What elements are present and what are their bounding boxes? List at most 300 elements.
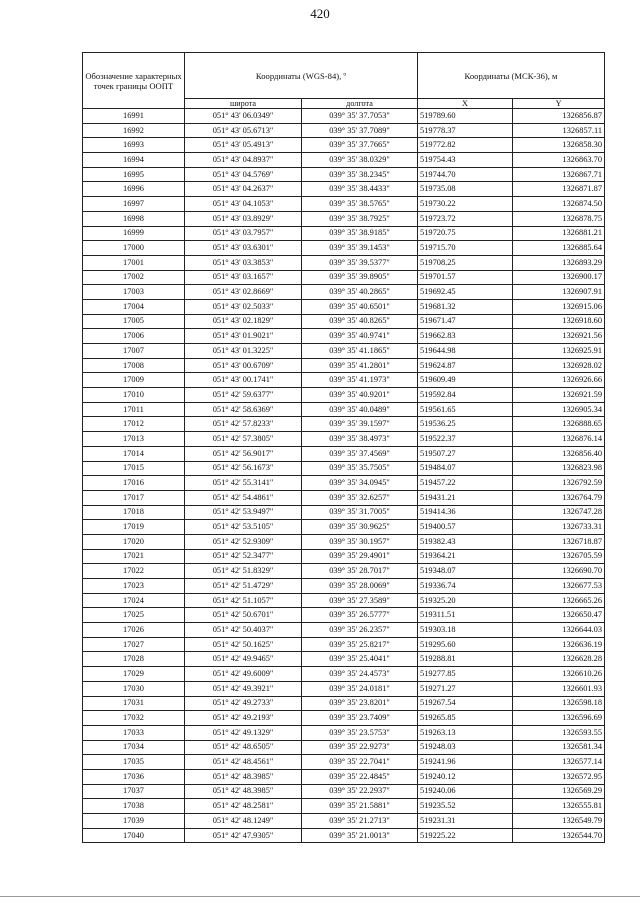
longitude-cell: 039° 35' 25.4041" bbox=[302, 652, 418, 667]
y-cell: 1326874.50 bbox=[513, 197, 605, 212]
x-cell: 519624.87 bbox=[418, 358, 513, 373]
x-cell: 519303.18 bbox=[418, 623, 513, 638]
longitude-cell: 039° 35' 40.2865" bbox=[302, 285, 418, 300]
point-id-cell: 17022 bbox=[83, 564, 185, 579]
point-id-cell: 17025 bbox=[83, 608, 185, 623]
y-cell: 1326581.34 bbox=[513, 740, 605, 755]
point-id-cell: 17006 bbox=[83, 329, 185, 344]
table-row bbox=[83, 417, 605, 432]
latitude-cell: 051° 43' 04.8937" bbox=[185, 153, 302, 168]
longitude-cell: 039° 35' 40.9201" bbox=[302, 388, 418, 403]
latitude-cell: 051° 42' 51.8329" bbox=[185, 564, 302, 579]
x-cell: 519715.70 bbox=[418, 241, 513, 256]
y-cell: 1326881.21 bbox=[513, 226, 605, 241]
table-row bbox=[83, 681, 605, 696]
header-x: X bbox=[418, 99, 513, 109]
header-point-designation: Обозначение характерных точек границы ООПТ bbox=[83, 53, 185, 109]
longitude-cell: 039° 35' 37.4569" bbox=[302, 446, 418, 461]
latitude-cell: 051° 43' 03.6301" bbox=[185, 241, 302, 256]
longitude-cell: 039° 35' 30.9625" bbox=[302, 520, 418, 535]
latitude-cell: 051° 43' 00.6709" bbox=[185, 358, 302, 373]
latitude-cell: 051° 42' 51.1057" bbox=[185, 593, 302, 608]
table-row bbox=[83, 402, 605, 417]
x-cell: 519720.75 bbox=[418, 226, 513, 241]
point-id-cell: 16997 bbox=[83, 197, 185, 212]
point-id-cell: 17014 bbox=[83, 446, 185, 461]
latitude-cell: 051° 42' 49.6009" bbox=[185, 667, 302, 682]
x-cell: 519754.43 bbox=[418, 153, 513, 168]
x-cell: 519382.43 bbox=[418, 534, 513, 549]
latitude-cell: 051° 43' 04.1053" bbox=[185, 197, 302, 212]
x-cell: 519744.70 bbox=[418, 167, 513, 182]
y-cell: 1326628.28 bbox=[513, 652, 605, 667]
longitude-cell: 039° 35' 21.2713" bbox=[302, 814, 418, 829]
y-cell: 1326907.91 bbox=[513, 285, 605, 300]
table-row bbox=[83, 226, 605, 241]
latitude-cell: 051° 42' 56.9017" bbox=[185, 446, 302, 461]
longitude-cell: 039° 35' 35.7505" bbox=[302, 461, 418, 476]
header-longitude: долгота bbox=[302, 99, 418, 109]
point-id-cell: 16992 bbox=[83, 123, 185, 138]
y-cell: 1326733.31 bbox=[513, 520, 605, 535]
point-id-cell: 16993 bbox=[83, 138, 185, 153]
x-cell: 519231.31 bbox=[418, 814, 513, 829]
y-cell: 1326677.53 bbox=[513, 579, 605, 594]
latitude-cell: 051° 43' 05.6713" bbox=[185, 123, 302, 138]
point-id-cell: 17012 bbox=[83, 417, 185, 432]
x-cell: 519778.37 bbox=[418, 123, 513, 138]
x-cell: 519271.27 bbox=[418, 681, 513, 696]
x-cell: 519671.47 bbox=[418, 314, 513, 329]
point-id-cell: 17013 bbox=[83, 432, 185, 447]
y-cell: 1326718.87 bbox=[513, 534, 605, 549]
latitude-cell: 051° 43' 01.3225" bbox=[185, 344, 302, 359]
longitude-cell: 039° 35' 39.1453" bbox=[302, 241, 418, 256]
point-id-cell: 16996 bbox=[83, 182, 185, 197]
latitude-cell: 051° 43' 02.8669" bbox=[185, 285, 302, 300]
table-row bbox=[83, 769, 605, 784]
longitude-cell: 039° 35' 34.0945" bbox=[302, 476, 418, 491]
y-cell: 1326871.87 bbox=[513, 182, 605, 197]
y-cell: 1326858.30 bbox=[513, 138, 605, 153]
y-cell: 1326636.19 bbox=[513, 637, 605, 652]
longitude-cell: 039° 35' 30.1957" bbox=[302, 534, 418, 549]
y-cell: 1326593.55 bbox=[513, 725, 605, 740]
point-id-cell: 17026 bbox=[83, 623, 185, 638]
table-row bbox=[83, 270, 605, 285]
header-latitude: широта bbox=[185, 99, 302, 109]
point-id-cell: 17001 bbox=[83, 255, 185, 270]
point-id-cell: 17015 bbox=[83, 461, 185, 476]
latitude-cell: 051° 43' 03.1657" bbox=[185, 270, 302, 285]
point-id-cell: 17021 bbox=[83, 549, 185, 564]
point-id-cell: 17031 bbox=[83, 696, 185, 711]
y-cell: 1326888.65 bbox=[513, 417, 605, 432]
x-cell: 519325.20 bbox=[418, 593, 513, 608]
latitude-cell: 051° 42' 48.6505" bbox=[185, 740, 302, 755]
latitude-cell: 051° 42' 50.1625" bbox=[185, 637, 302, 652]
y-cell: 1326856.40 bbox=[513, 446, 605, 461]
latitude-cell: 051° 43' 04.2637" bbox=[185, 182, 302, 197]
point-id-cell: 16991 bbox=[83, 109, 185, 124]
x-cell: 519723.72 bbox=[418, 211, 513, 226]
table-row bbox=[83, 432, 605, 447]
y-cell: 1326598.18 bbox=[513, 696, 605, 711]
longitude-cell: 039° 35' 24.4573" bbox=[302, 667, 418, 682]
latitude-cell: 051° 42' 48.3985" bbox=[185, 769, 302, 784]
table-row bbox=[83, 828, 605, 843]
longitude-cell: 039° 35' 23.7409" bbox=[302, 711, 418, 726]
longitude-cell: 039° 35' 29.4901" bbox=[302, 549, 418, 564]
table-row bbox=[83, 138, 605, 153]
x-cell: 519772.82 bbox=[418, 138, 513, 153]
table-row bbox=[83, 358, 605, 373]
x-cell: 519400.57 bbox=[418, 520, 513, 535]
x-cell: 519225.22 bbox=[418, 828, 513, 843]
table-row bbox=[83, 197, 605, 212]
point-id-cell: 17000 bbox=[83, 241, 185, 256]
table-row bbox=[83, 314, 605, 329]
table-row bbox=[83, 373, 605, 388]
longitude-cell: 039° 35' 23.8201" bbox=[302, 696, 418, 711]
point-id-cell: 17038 bbox=[83, 799, 185, 814]
table-row bbox=[83, 579, 605, 594]
y-cell: 1326928.02 bbox=[513, 358, 605, 373]
point-id-cell: 17036 bbox=[83, 769, 185, 784]
table-row bbox=[83, 755, 605, 770]
y-cell: 1326900.17 bbox=[513, 270, 605, 285]
y-cell: 1326549.79 bbox=[513, 814, 605, 829]
y-cell: 1326905.34 bbox=[513, 402, 605, 417]
longitude-cell: 039° 35' 26.2357" bbox=[302, 623, 418, 638]
y-cell: 1326596.69 bbox=[513, 711, 605, 726]
x-cell: 519267.54 bbox=[418, 696, 513, 711]
point-id-cell: 17008 bbox=[83, 358, 185, 373]
longitude-cell: 039° 35' 38.9185" bbox=[302, 226, 418, 241]
latitude-cell: 051° 42' 59.6377" bbox=[185, 388, 302, 403]
longitude-cell: 039° 35' 21.5881" bbox=[302, 799, 418, 814]
longitude-cell: 039° 35' 23.5753" bbox=[302, 725, 418, 740]
point-id-cell: 17029 bbox=[83, 667, 185, 682]
y-cell: 1326893.29 bbox=[513, 255, 605, 270]
longitude-cell: 039° 35' 38.2345" bbox=[302, 167, 418, 182]
point-id-cell: 17033 bbox=[83, 725, 185, 740]
table-row bbox=[83, 329, 605, 344]
latitude-cell: 051° 42' 49.2193" bbox=[185, 711, 302, 726]
table-row bbox=[83, 725, 605, 740]
x-cell: 519609.49 bbox=[418, 373, 513, 388]
latitude-cell: 051° 42' 57.3805" bbox=[185, 432, 302, 447]
x-cell: 519311.51 bbox=[418, 608, 513, 623]
point-id-cell: 17030 bbox=[83, 681, 185, 696]
latitude-cell: 051° 42' 48.3985" bbox=[185, 784, 302, 799]
y-cell: 1326792.59 bbox=[513, 476, 605, 491]
point-id-cell: 17016 bbox=[83, 476, 185, 491]
point-id-cell: 17018 bbox=[83, 505, 185, 520]
x-cell: 519235.52 bbox=[418, 799, 513, 814]
point-id-cell: 17010 bbox=[83, 388, 185, 403]
y-cell: 1326925.91 bbox=[513, 344, 605, 359]
table-row bbox=[83, 711, 605, 726]
table-row bbox=[83, 623, 605, 638]
latitude-cell: 051° 42' 48.1249" bbox=[185, 814, 302, 829]
point-id-cell: 17020 bbox=[83, 534, 185, 549]
latitude-cell: 051° 43' 03.7957" bbox=[185, 226, 302, 241]
longitude-cell: 039° 35' 26.5777" bbox=[302, 608, 418, 623]
y-cell: 1326885.64 bbox=[513, 241, 605, 256]
x-cell: 519484.07 bbox=[418, 461, 513, 476]
latitude-cell: 051° 43' 02.1829" bbox=[185, 314, 302, 329]
table-row bbox=[83, 123, 605, 138]
y-cell: 1326857.11 bbox=[513, 123, 605, 138]
point-id-cell: 17027 bbox=[83, 637, 185, 652]
point-id-cell: 16995 bbox=[83, 167, 185, 182]
longitude-cell: 039° 35' 38.4433" bbox=[302, 182, 418, 197]
latitude-cell: 051° 42' 49.3921" bbox=[185, 681, 302, 696]
table-row bbox=[83, 520, 605, 535]
y-cell: 1326921.59 bbox=[513, 388, 605, 403]
page-number: 420 bbox=[310, 6, 330, 21]
point-id-cell: 17032 bbox=[83, 711, 185, 726]
longitude-cell: 039° 35' 38.5765" bbox=[302, 197, 418, 212]
latitude-cell: 051° 43' 03.3853" bbox=[185, 255, 302, 270]
longitude-cell: 039° 35' 40.0489" bbox=[302, 402, 418, 417]
x-cell: 519561.65 bbox=[418, 402, 513, 417]
y-cell: 1326690.70 bbox=[513, 564, 605, 579]
y-cell: 1326823.98 bbox=[513, 461, 605, 476]
y-cell: 1326577.14 bbox=[513, 755, 605, 770]
y-cell: 1326601.93 bbox=[513, 681, 605, 696]
table-row bbox=[83, 608, 605, 623]
table-row bbox=[83, 637, 605, 652]
x-cell: 519241.96 bbox=[418, 755, 513, 770]
longitude-cell: 039° 35' 38.0329" bbox=[302, 153, 418, 168]
longitude-cell: 039° 35' 39.5377" bbox=[302, 255, 418, 270]
table-row bbox=[83, 740, 605, 755]
point-id-cell: 16999 bbox=[83, 226, 185, 241]
header-y: Y bbox=[513, 99, 605, 109]
longitude-cell: 039° 35' 24.0181" bbox=[302, 681, 418, 696]
x-cell: 519336.74 bbox=[418, 579, 513, 594]
point-id-cell: 17034 bbox=[83, 740, 185, 755]
latitude-cell: 051° 42' 50.4037" bbox=[185, 623, 302, 638]
latitude-cell: 051° 43' 04.5769" bbox=[185, 167, 302, 182]
table-row bbox=[83, 446, 605, 461]
point-id-cell: 16998 bbox=[83, 211, 185, 226]
longitude-cell: 039° 35' 40.9741" bbox=[302, 329, 418, 344]
longitude-cell: 039° 35' 25.8217" bbox=[302, 637, 418, 652]
table-row bbox=[83, 814, 605, 829]
table-row bbox=[83, 344, 605, 359]
latitude-cell: 051° 42' 51.4729" bbox=[185, 579, 302, 594]
x-cell: 519536.25 bbox=[418, 417, 513, 432]
y-cell: 1326644.03 bbox=[513, 623, 605, 638]
table-row bbox=[83, 652, 605, 667]
y-cell: 1326863.70 bbox=[513, 153, 605, 168]
table-row bbox=[83, 593, 605, 608]
y-cell: 1326918.60 bbox=[513, 314, 605, 329]
table-row bbox=[83, 799, 605, 814]
x-cell: 519701.57 bbox=[418, 270, 513, 285]
longitude-cell: 039° 35' 22.2937" bbox=[302, 784, 418, 799]
y-cell: 1326665.26 bbox=[513, 593, 605, 608]
point-id-cell: 16994 bbox=[83, 153, 185, 168]
y-cell: 1326569.29 bbox=[513, 784, 605, 799]
point-id-cell: 17009 bbox=[83, 373, 185, 388]
point-id-cell: 17028 bbox=[83, 652, 185, 667]
longitude-cell: 039° 35' 37.7053" bbox=[302, 109, 418, 124]
table-row bbox=[83, 505, 605, 520]
latitude-cell: 051° 43' 01.9021" bbox=[185, 329, 302, 344]
x-cell: 519662.83 bbox=[418, 329, 513, 344]
table-row bbox=[83, 285, 605, 300]
y-cell: 1326705.59 bbox=[513, 549, 605, 564]
point-id-cell: 17004 bbox=[83, 299, 185, 314]
latitude-cell: 051° 42' 53.9497" bbox=[185, 505, 302, 520]
latitude-cell: 051° 42' 54.4861" bbox=[185, 490, 302, 505]
longitude-cell: 039° 35' 22.4845" bbox=[302, 769, 418, 784]
longitude-cell: 039° 35' 22.7041" bbox=[302, 755, 418, 770]
y-cell: 1326876.14 bbox=[513, 432, 605, 447]
point-id-cell: 17035 bbox=[83, 755, 185, 770]
point-id-cell: 17007 bbox=[83, 344, 185, 359]
x-cell: 519730.22 bbox=[418, 197, 513, 212]
y-cell: 1326878.75 bbox=[513, 211, 605, 226]
table-row bbox=[83, 534, 605, 549]
table-row bbox=[83, 153, 605, 168]
longitude-cell: 039° 35' 41.2801" bbox=[302, 358, 418, 373]
longitude-cell: 039° 35' 31.7005" bbox=[302, 505, 418, 520]
x-cell: 519522.37 bbox=[418, 432, 513, 447]
y-cell: 1326856.87 bbox=[513, 109, 605, 124]
x-cell: 519507.27 bbox=[418, 446, 513, 461]
x-cell: 519692.45 bbox=[418, 285, 513, 300]
x-cell: 519644.98 bbox=[418, 344, 513, 359]
point-id-cell: 17039 bbox=[83, 814, 185, 829]
longitude-cell: 039° 35' 28.0069" bbox=[302, 579, 418, 594]
page-bottom-rule bbox=[0, 896, 640, 897]
x-cell: 519431.21 bbox=[418, 490, 513, 505]
longitude-cell: 039° 35' 32.6257" bbox=[302, 490, 418, 505]
x-cell: 519295.60 bbox=[418, 637, 513, 652]
table-header bbox=[83, 53, 605, 109]
latitude-cell: 051° 43' 05.4913" bbox=[185, 138, 302, 153]
point-id-cell: 17011 bbox=[83, 402, 185, 417]
y-cell: 1326915.06 bbox=[513, 299, 605, 314]
table-row bbox=[83, 490, 605, 505]
y-cell: 1326921.56 bbox=[513, 329, 605, 344]
latitude-cell: 051° 42' 58.6369" bbox=[185, 402, 302, 417]
x-cell: 519592.84 bbox=[418, 388, 513, 403]
latitude-cell: 051° 43' 06.0349" bbox=[185, 109, 302, 124]
table-row bbox=[83, 109, 605, 124]
y-cell: 1326572.95 bbox=[513, 769, 605, 784]
y-cell: 1326555.81 bbox=[513, 799, 605, 814]
longitude-cell: 039° 35' 27.3589" bbox=[302, 593, 418, 608]
latitude-cell: 051° 42' 56.1673" bbox=[185, 461, 302, 476]
longitude-cell: 039° 35' 22.9273" bbox=[302, 740, 418, 755]
y-cell: 1326926.66 bbox=[513, 373, 605, 388]
longitude-cell: 039° 35' 28.7017" bbox=[302, 564, 418, 579]
x-cell: 519240.06 bbox=[418, 784, 513, 799]
table-row bbox=[83, 241, 605, 256]
point-id-cell: 17003 bbox=[83, 285, 185, 300]
latitude-cell: 051° 42' 49.2733" bbox=[185, 696, 302, 711]
point-id-cell: 17040 bbox=[83, 828, 185, 843]
longitude-cell: 039° 35' 41.1973" bbox=[302, 373, 418, 388]
x-cell: 519364.21 bbox=[418, 549, 513, 564]
longitude-cell: 039° 35' 38.4973" bbox=[302, 432, 418, 447]
y-cell: 1326610.26 bbox=[513, 667, 605, 682]
header-wgs84: Координаты (WGS-84), º bbox=[185, 53, 418, 99]
longitude-cell: 039° 35' 39.1597" bbox=[302, 417, 418, 432]
x-cell: 519457.22 bbox=[418, 476, 513, 491]
longitude-cell: 039° 35' 21.0013" bbox=[302, 828, 418, 843]
table-row bbox=[83, 476, 605, 491]
y-cell: 1326650.47 bbox=[513, 608, 605, 623]
longitude-cell: 039° 35' 41.1865" bbox=[302, 344, 418, 359]
table-row bbox=[83, 255, 605, 270]
x-cell: 519288.81 bbox=[418, 652, 513, 667]
point-id-cell: 17024 bbox=[83, 593, 185, 608]
longitude-cell: 039° 35' 37.7089" bbox=[302, 123, 418, 138]
longitude-cell: 039° 35' 39.8905" bbox=[302, 270, 418, 285]
latitude-cell: 051° 42' 50.6701" bbox=[185, 608, 302, 623]
latitude-cell: 051° 43' 00.1741" bbox=[185, 373, 302, 388]
point-id-cell: 17002 bbox=[83, 270, 185, 285]
table-row bbox=[83, 299, 605, 314]
x-cell: 519265.85 bbox=[418, 711, 513, 726]
point-id-cell: 17019 bbox=[83, 520, 185, 535]
point-id-cell: 17037 bbox=[83, 784, 185, 799]
longitude-cell: 039° 35' 40.8265" bbox=[302, 314, 418, 329]
longitude-cell: 039° 35' 38.7925" bbox=[302, 211, 418, 226]
latitude-cell: 051° 42' 49.1329" bbox=[185, 725, 302, 740]
x-cell: 519277.85 bbox=[418, 667, 513, 682]
x-cell: 519735.08 bbox=[418, 182, 513, 197]
latitude-cell: 051° 42' 57.8233" bbox=[185, 417, 302, 432]
x-cell: 519240.12 bbox=[418, 769, 513, 784]
coordinates-table bbox=[82, 52, 605, 843]
latitude-cell: 051° 42' 49.9465" bbox=[185, 652, 302, 667]
latitude-cell: 051° 42' 55.3141" bbox=[185, 476, 302, 491]
table-row bbox=[83, 784, 605, 799]
y-cell: 1326764.79 bbox=[513, 490, 605, 505]
latitude-cell: 051° 42' 48.2581" bbox=[185, 799, 302, 814]
table-row bbox=[83, 564, 605, 579]
latitude-cell: 051° 42' 48.4561" bbox=[185, 755, 302, 770]
table-row bbox=[83, 211, 605, 226]
table-row bbox=[83, 549, 605, 564]
x-cell: 519348.07 bbox=[418, 564, 513, 579]
y-cell: 1326747.28 bbox=[513, 505, 605, 520]
latitude-cell: 051° 42' 47.9305" bbox=[185, 828, 302, 843]
table-row bbox=[83, 167, 605, 182]
x-cell: 519248.03 bbox=[418, 740, 513, 755]
latitude-cell: 051° 42' 52.3477" bbox=[185, 549, 302, 564]
latitude-cell: 051° 42' 52.9309" bbox=[185, 534, 302, 549]
latitude-cell: 051° 43' 02.5033" bbox=[185, 299, 302, 314]
point-id-cell: 17017 bbox=[83, 490, 185, 505]
latitude-cell: 051° 43' 03.8929" bbox=[185, 211, 302, 226]
table-row bbox=[83, 667, 605, 682]
table-row bbox=[83, 182, 605, 197]
y-cell: 1326867.71 bbox=[513, 167, 605, 182]
x-cell: 519263.13 bbox=[418, 725, 513, 740]
latitude-cell: 051° 42' 53.5105" bbox=[185, 520, 302, 535]
x-cell: 519789.60 bbox=[418, 109, 513, 124]
x-cell: 519708.25 bbox=[418, 255, 513, 270]
